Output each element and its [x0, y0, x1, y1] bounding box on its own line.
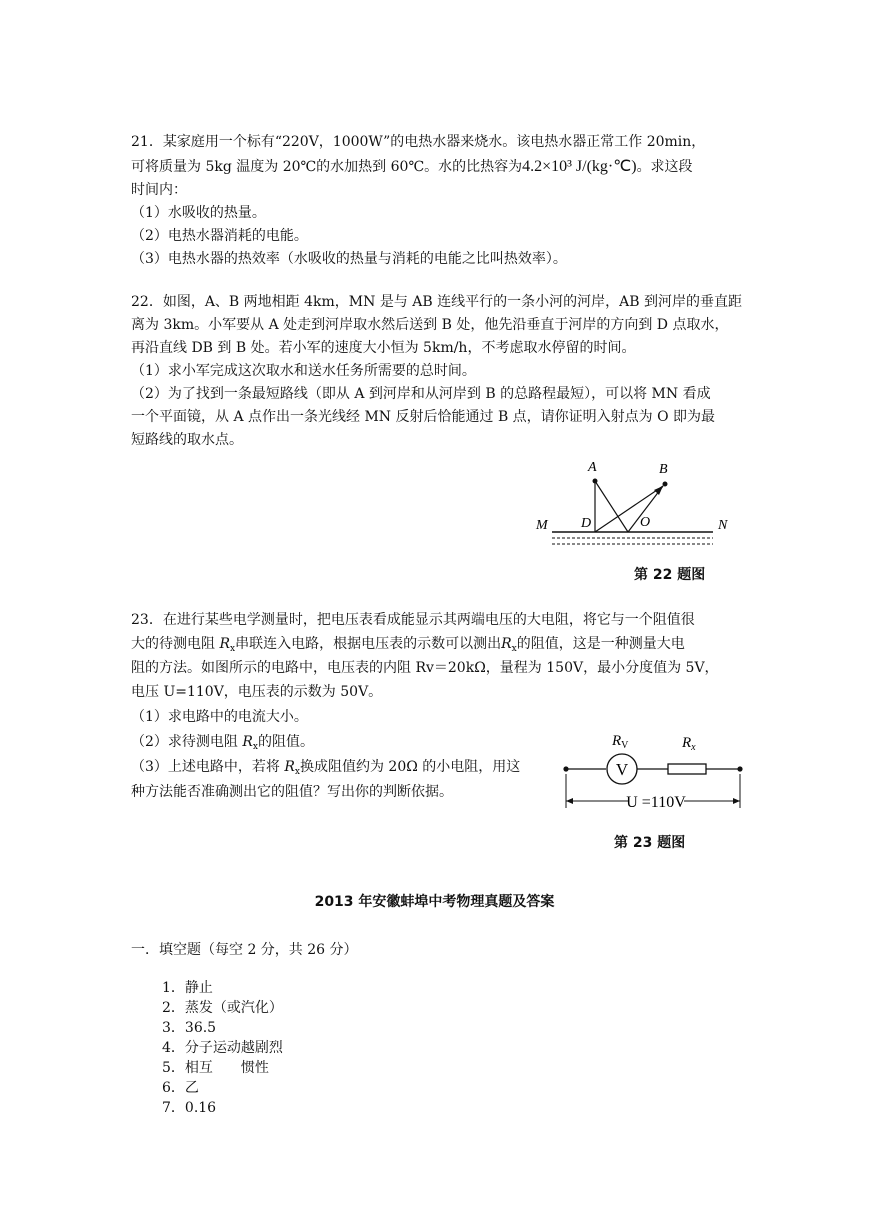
line-db — [595, 486, 663, 532]
q22-line-1: 22．如图，A、B 两地相距 4km，MN 是与 AB 连线平行的一条小河的河岸，AB 到河岸的垂直距 — [131, 294, 742, 310]
q23-sub-2-text: （2）求待测电阻 — [131, 734, 243, 750]
point-b — [663, 482, 668, 487]
q23-line-2-mid: 串联连入电路，根据电压表的示数可以测出 — [235, 636, 502, 652]
q23-line-2-text: 大的待测电阻 — [131, 636, 220, 652]
answer-item: 1．静止 — [162, 980, 213, 996]
q22-figure-caption: 第 22 题图 — [634, 567, 706, 583]
specific-heat-formula: 4.2×10³ J/(kg·℃) — [522, 158, 637, 175]
rx-subscript: x — [252, 742, 258, 752]
q22-line-2: 离为 3km。小军要从 A 处走到河岸取水然后送到 B 处，他先沿垂直于河岸的方向到 D 点取水， — [131, 317, 729, 333]
q21-line-2-end: 。求这段 — [636, 159, 693, 175]
answer-item: 5．相互 惯性 — [162, 1060, 269, 1076]
label-b: B — [659, 462, 668, 477]
rx-label: $R_x$ — [682, 735, 696, 753]
answers-section-heading: 一．填空题（每空 2 分，共 26 分） — [131, 942, 358, 958]
answer-item: 3．36.5 — [162, 1020, 217, 1036]
rx-subscript: x — [230, 644, 236, 654]
rx-subscript: x — [294, 767, 300, 777]
rx-letter: R — [501, 636, 512, 652]
answer-list — [162, 978, 283, 1118]
line-ao — [595, 481, 628, 532]
arrowhead-right — [733, 798, 740, 804]
q22-sub-2-line-2: 一个平面镜，从 A 点作出一条光线经 MN 反射后恰能通过 B 点，请你证明入射点为 O 即为最 — [131, 409, 716, 425]
q21-sub-3: （3）电热水器的热效率（水吸收的热量与消耗的电能之比叫热效率）。 — [131, 251, 567, 267]
q23-sub-2 — [131, 732, 314, 757]
voltmeter-symbol: V — [615, 760, 629, 779]
q23-sub-3-end: 换成阻值约为 20Ω 的小电阻，用这 — [299, 759, 521, 775]
label-o: O — [640, 515, 651, 530]
answers-title: 2013 年安徽蚌埠中考物理真题及答案 — [314, 894, 555, 910]
q21-sub-1: （1）水吸收的热量。 — [131, 205, 266, 221]
q21-line-2-text: 可将质量为 5kg 温度为 20℃的水加热到 60℃。水的比热容为 — [131, 159, 523, 175]
answer-item: 2．蒸发（或汽化） — [162, 1000, 283, 1016]
q22-line-3: 再沿直线 DB 到 B 处。若小军的速度大小恒为 5km/h，不考虑取水停留的时间。 — [131, 340, 636, 356]
label-a: A — [588, 460, 597, 475]
arrowhead-left — [566, 798, 573, 804]
q23-circuit-figure — [556, 728, 756, 818]
rx-letter: R — [242, 734, 253, 750]
q23-sub-1: （1）求电路中的电流大小。 — [131, 709, 308, 725]
q22-sub-1: （1）求小军完成这次取水和送水任务所需要的总时间。 — [131, 363, 476, 379]
q21-line-2 — [131, 157, 693, 177]
answer-item: 4．分子运动越剧烈 — [162, 1040, 283, 1056]
voltage-label: U =110V — [626, 794, 686, 811]
label-n: N — [718, 518, 728, 533]
terminal-right — [737, 766, 742, 771]
q23-line-2 — [131, 634, 685, 659]
q21-sub-2: （2）电热水器消耗的电能。 — [131, 228, 308, 244]
rv-label: $R_V$ — [612, 733, 629, 751]
resistor-rx — [668, 764, 706, 774]
q23-sub-3-line-2: 种方法能否准确测出它的阻值？写出你的判断依据。 — [131, 784, 453, 800]
arrow-to-b — [654, 486, 663, 495]
q21-line-3: 时间内： — [131, 182, 187, 198]
q23-sub-3-text: （3）上述电路中，若将 — [131, 759, 285, 775]
q23-line-4: 电压 U=110V，电压表的示数为 50V。 — [131, 684, 383, 700]
rx-symbol-3 — [242, 734, 258, 750]
q23-figure-caption: 第 23 题图 — [614, 835, 686, 851]
q22-sub-2-line-1: （2）为了找到一条最短路线（即从 A 到河岸和从河岸到 B 的总路程最短），可以将 MN 看成 — [131, 386, 711, 402]
q23-line-1: 23．在进行某些电学测量时，把电压表看成能显示其两端电压的大电阻，将它与一个阻值很 — [131, 612, 695, 628]
answer-item: 7．0.16 — [162, 1100, 217, 1116]
q23-sub-3-line-1 — [131, 757, 520, 782]
rx-symbol-2 — [501, 636, 517, 652]
rx-subscript: x — [511, 644, 517, 654]
answer-item: 6．乙 — [162, 1080, 199, 1096]
q23-line-2-end: 的阻值，这是一种测量大电 — [516, 636, 685, 652]
q23-line-3: 阻的方法。如图所示的电路中，电压表的内阻 Rv＝20kΩ，量程为 150V，最小分度值为 5V， — [131, 660, 719, 676]
rx-letter: R — [284, 759, 295, 775]
q22-figure — [528, 455, 728, 555]
terminal-left — [563, 766, 568, 771]
q22-sub-2-line-3: 短路线的取水点。 — [131, 432, 243, 448]
label-d: D — [581, 516, 592, 531]
label-m: M — [536, 518, 548, 533]
q23-sub-2-end: 的阻值。 — [257, 734, 314, 750]
rx-symbol — [219, 636, 235, 652]
q21-line-1: 21．某家庭用一个标有“220V，1000W”的电热水器来烧水。该电热水器正常工作 20min， — [131, 134, 706, 150]
rx-letter: R — [219, 636, 230, 652]
rx-symbol-4 — [284, 759, 300, 775]
